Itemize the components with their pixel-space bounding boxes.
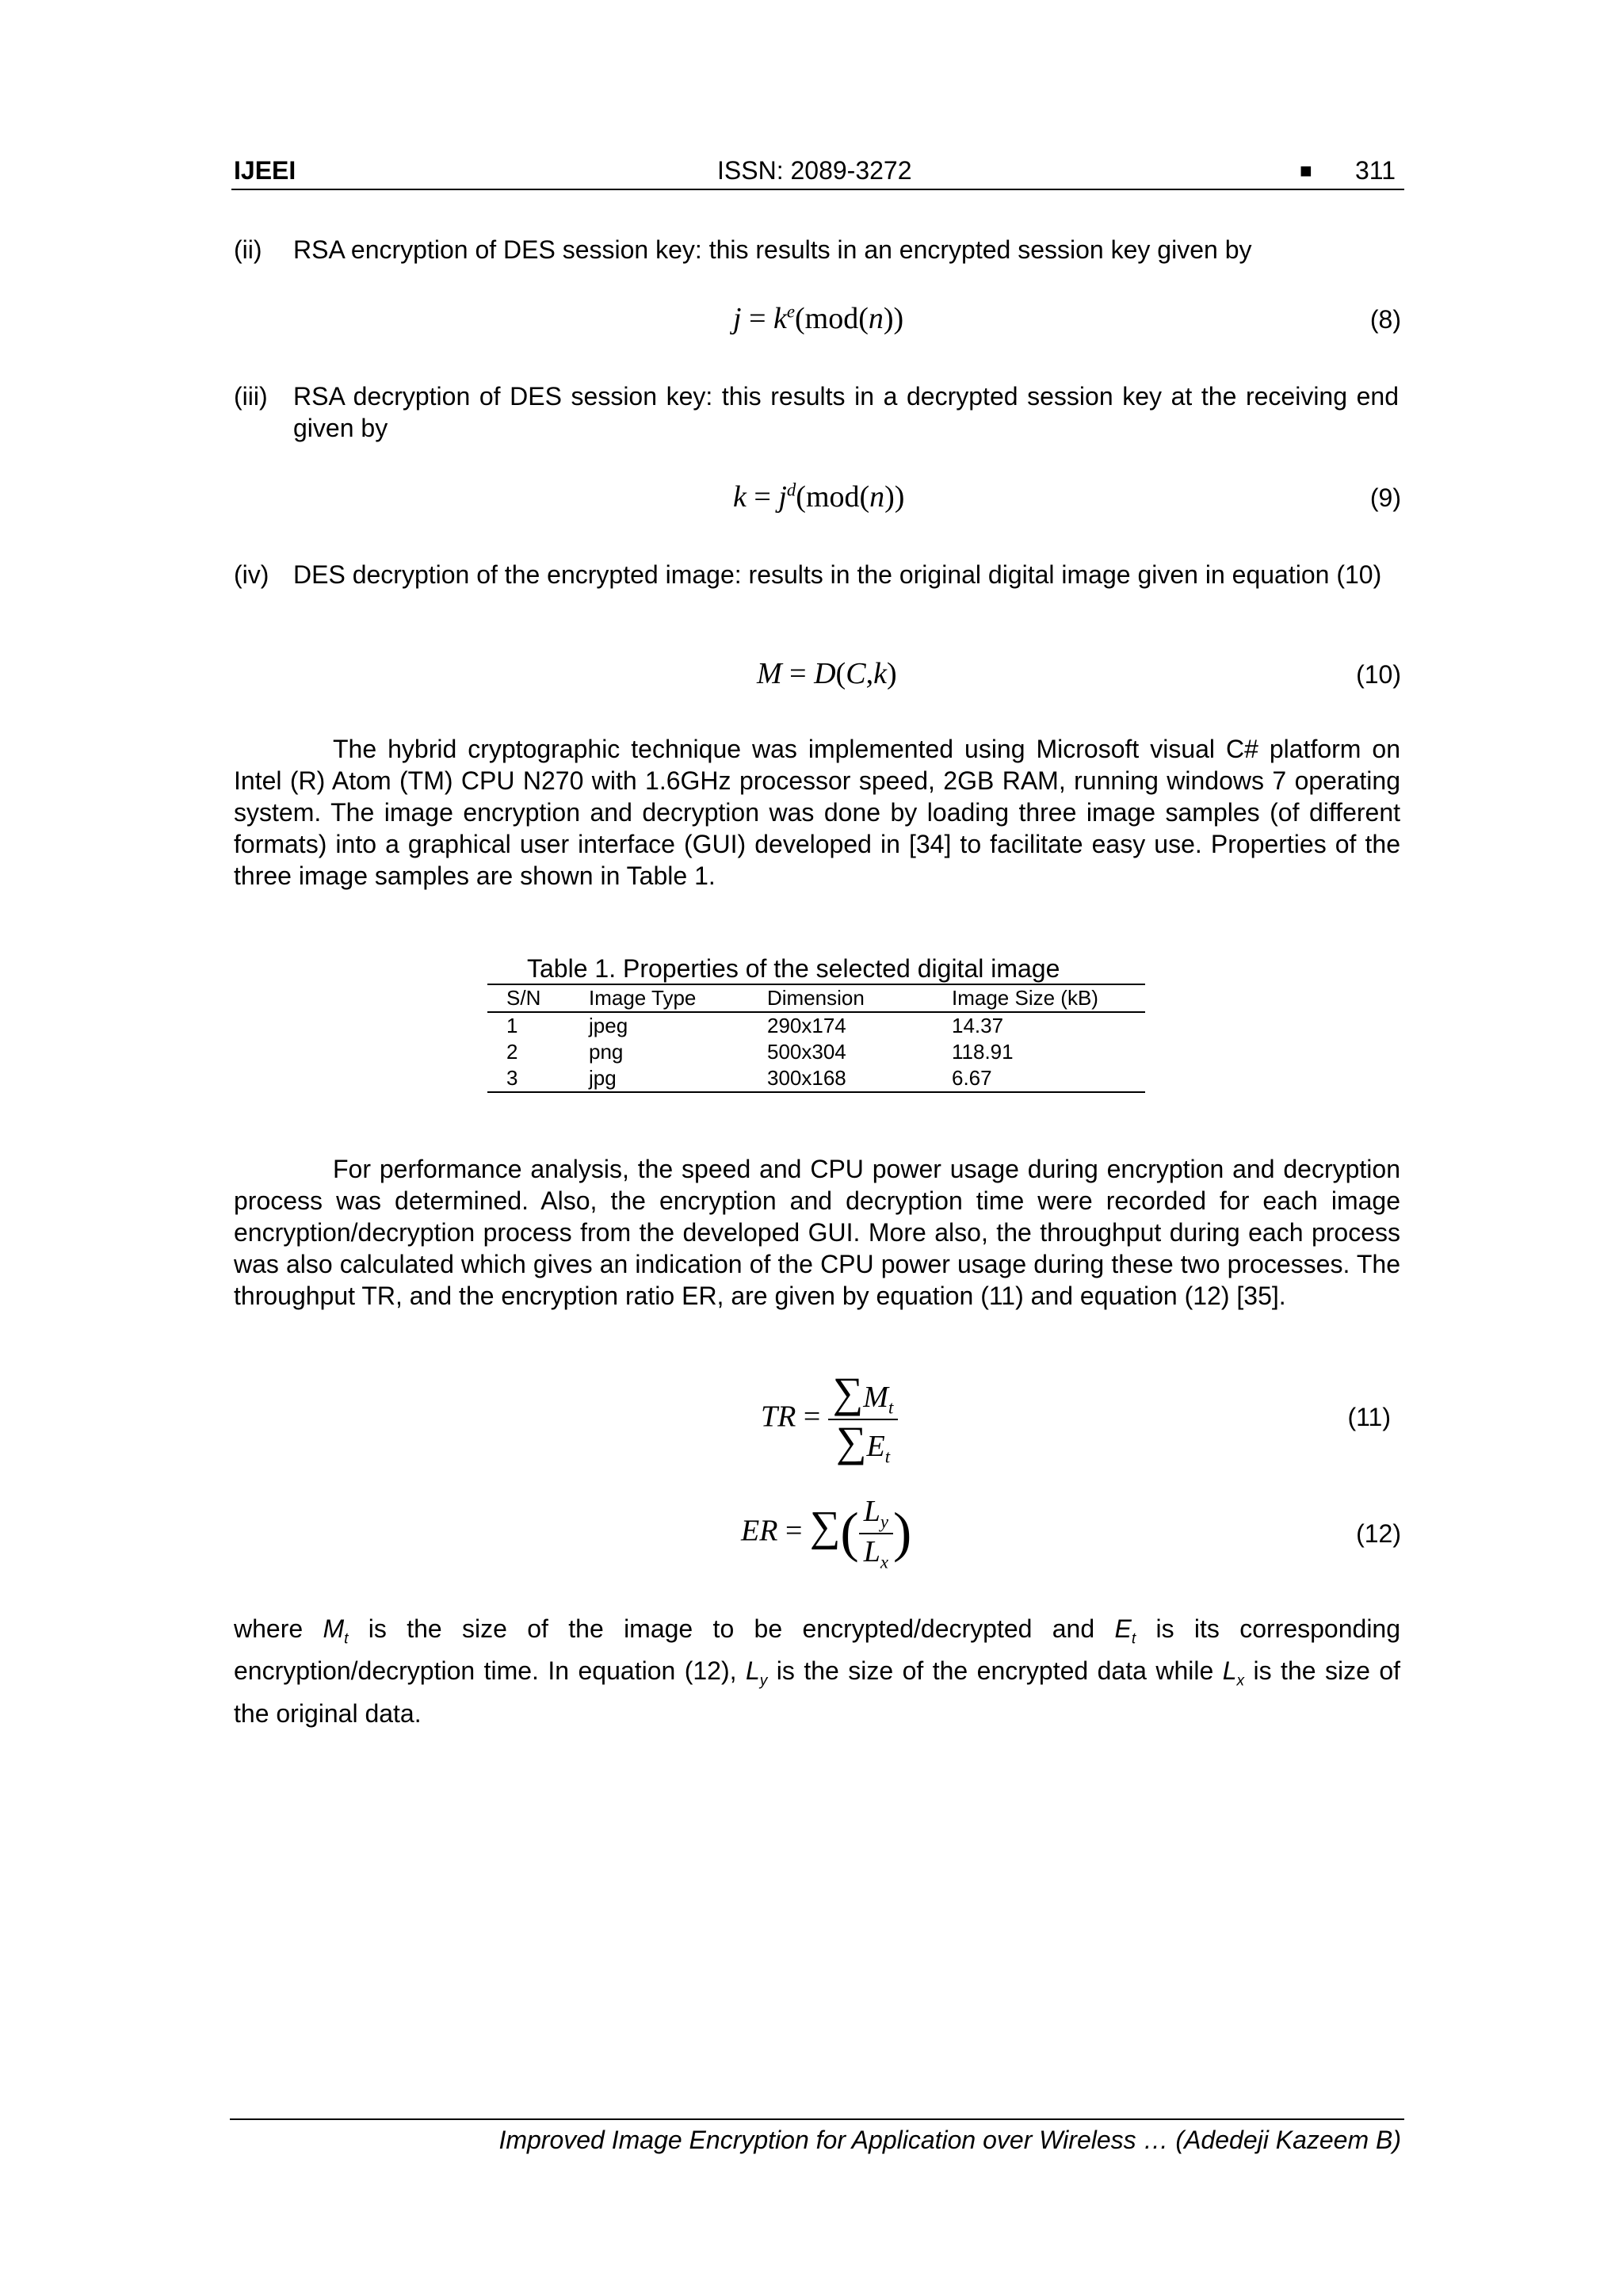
equation-9: $k = j^d(mod(n))$ bbox=[733, 479, 905, 514]
equation-8-number: (8) bbox=[1369, 305, 1401, 334]
table-cell: 2 bbox=[506, 1040, 518, 1064]
table-cell: 300x168 bbox=[767, 1065, 952, 1092]
step-iv-label: (iv) bbox=[234, 560, 269, 589]
implementation-paragraph: The hybrid cryptographic technique was implemented using Microsoft visual C# platform on Intel (R) Atom (TM) CPU N270 with 1.6GHz processor speed, 2GB RAM, running windows 7 operating system. The image encryption and decryption was done by loading three image samples (of different formats) into a graphical user interface (GUI) developed in [34] to facilitate easy use. Properties of the three image samples are shown in Table 1. bbox=[234, 735, 1400, 890]
table-row bbox=[487, 1065, 1145, 1092]
table-cell: 6.67 bbox=[952, 1065, 1145, 1092]
equation-9-number: (9) bbox=[1369, 483, 1401, 512]
step-iii-label: (iii) bbox=[234, 382, 268, 411]
table-cell: jpeg bbox=[589, 1012, 767, 1039]
table-cell: 118.91 bbox=[952, 1040, 1014, 1064]
table-cell: 14.37 bbox=[952, 1012, 1145, 1039]
step-iv-text: DES decryption of the encrypted image: results in the original digital image given in equation (10) bbox=[293, 560, 1382, 589]
table-1-caption: Table 1. Properties of the selected digital image bbox=[527, 954, 1060, 983]
issn: ISSN: 2089-3272 bbox=[717, 156, 912, 185]
table-row bbox=[487, 1039, 1145, 1065]
table-cell: 3 bbox=[487, 1065, 589, 1092]
square-bullet-icon: ■ bbox=[1300, 159, 1312, 182]
equation-12-number: (12) bbox=[1356, 1519, 1401, 1548]
table-header-cell: Dimension bbox=[767, 986, 865, 1010]
table-header-cell: S/N bbox=[506, 986, 541, 1010]
performance-paragraph: For performance analysis, the speed and CPU power usage during encryption and decryption process was determined. Also, the encryption and decryption time were recorded for each image encryption/decryption process from the developed GUI. More also, the throughput during each process was also calculated which gives an indication of the CPU power usage during these two processes. The throughput TR, and the encryption ratio ER, are given by equation (11) and equation (12) [35]. bbox=[234, 1155, 1400, 1310]
table-1 bbox=[487, 985, 1145, 1093]
running-footer: Improved Image Encryption for Application over Wireless … (Adedeji Kazeem B) bbox=[498, 2126, 1401, 2154]
equation-11-number: (11) bbox=[1347, 1403, 1391, 1431]
footer-rule bbox=[230, 2118, 1404, 2120]
step-ii-text: RSA encryption of DES session key: this results in an encrypted session key given by bbox=[293, 235, 1252, 264]
table-row bbox=[487, 1012, 1145, 1039]
equation-12: ER = ∑( $\frac{L_y}{L_x}$ ) bbox=[741, 1495, 912, 1572]
header-rule bbox=[231, 189, 1404, 190]
table-cell: 500x304 bbox=[767, 1040, 846, 1064]
table-header-row bbox=[487, 985, 1145, 1012]
table-header-cell: Image Size (kB) bbox=[952, 986, 1098, 1010]
table-cell: png bbox=[589, 1040, 624, 1064]
equation-10: M = D(C,k) bbox=[757, 657, 897, 690]
page-number: 311 bbox=[1355, 156, 1396, 185]
equation-8: $j = k^e(mod(n))$ bbox=[733, 301, 904, 335]
equation-10-number: (10) bbox=[1356, 660, 1401, 689]
equation-11: TR = $\frac{\sum M_t}{\sum E_t}$ bbox=[761, 1371, 898, 1467]
step-iii-text: RSA decryption of DES session key: this results in a decrypted session key at the receiving end given by bbox=[293, 382, 1399, 442]
variable-definitions-paragraph: where $M_t$ is the size of the image to be encrypted/decrypted and $E_t$ is its corresponding encryption/decryption time. In equation (12), $L_y$ is the size of the encrypted data while $L_x$ is the size of the original data. bbox=[234, 1614, 1401, 1728]
table-header-cell: Image Type bbox=[589, 986, 697, 1010]
table-cell: 1 bbox=[487, 1012, 589, 1039]
journal-abbrev: IJEEI bbox=[234, 156, 296, 185]
step-ii-label: (ii) bbox=[234, 235, 262, 264]
table-cell: jpg bbox=[589, 1065, 767, 1092]
table-cell: 290x174 bbox=[767, 1012, 952, 1039]
